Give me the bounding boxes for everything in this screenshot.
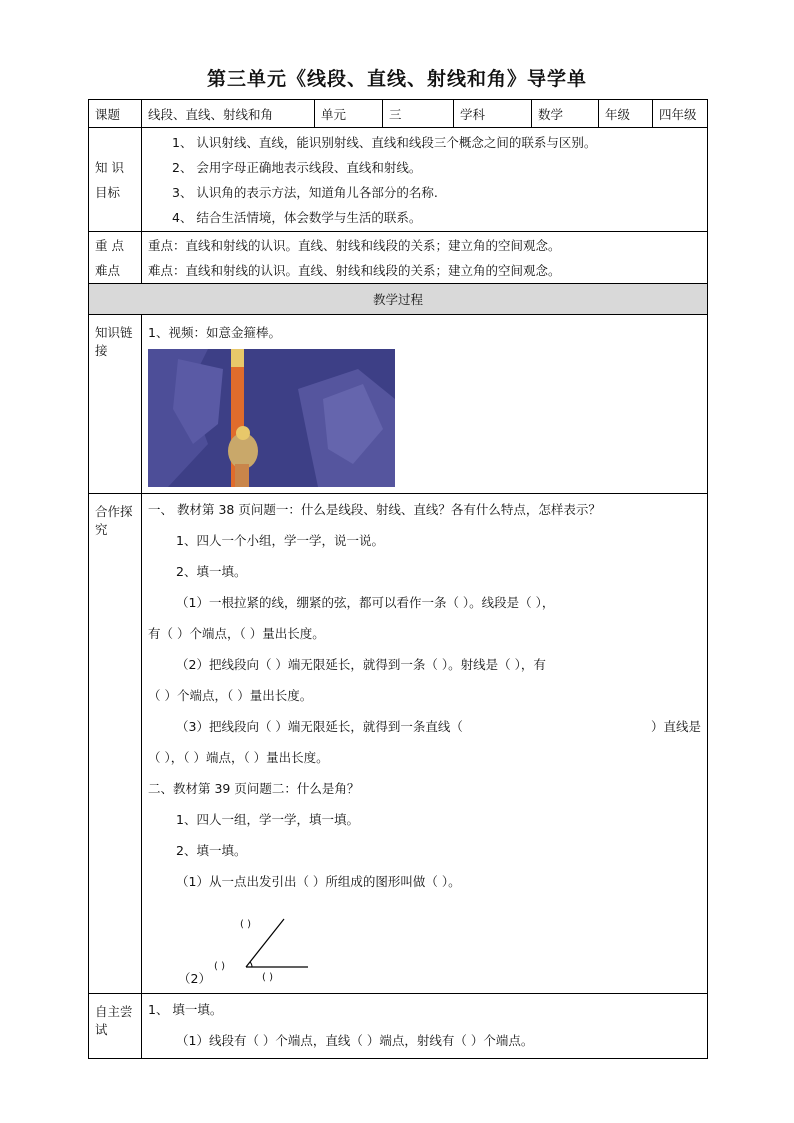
goals-label [89,128,142,232]
self-try-line2: （1）线段有（ ）个端点，直线（ ）端点，射线有（ ）个端点。 [176,1033,534,1048]
video-still-image [148,349,395,487]
keypoints-row [89,232,708,284]
q1-fill3a [148,711,701,742]
angle-figure-number: （2） [178,971,211,986]
knowledge-link-row [89,315,708,494]
q1-fill1b: 有（ ）个端点，（ ）量出长度。 [148,626,325,641]
q1-fill3a-part2: ）直线是 [650,719,701,734]
keypoint-item: 难点：直线和射线的认识。直线、射线和线段的关系；建立角的空间观念。 [148,262,561,278]
knowledge-link-text: 1、视频：如意金箍棒。 [148,325,281,340]
self-try-row [89,994,708,1059]
angle-label-left: ( ) [214,961,225,972]
keypoints-label [89,232,142,284]
grade-label: 年级 [599,100,653,128]
cooperate-label: 合作探究 [89,494,142,994]
goals-label-line2: 目标 [95,184,121,200]
goals-content [142,128,708,232]
grade-value: 四年级 [653,100,708,128]
goal-item: 3、 认识角的表示方法，知道角儿各部分的名称. [172,184,438,200]
unit-value: 三 [383,100,454,128]
knowledge-link-label: 知识链接 [89,315,142,494]
topic-value: 线段、直线、射线和角 [142,100,315,128]
process-header: 教学过程 [89,284,708,315]
q1-fill2a: （2）把线段向（ ）端无限延长，就得到一条（ ）。射线是（ ），有 [176,657,546,672]
self-try-label: 自主尝试 [89,994,142,1059]
q2-step2: 2、填一填。 [176,843,247,858]
subject-value: 数学 [532,100,599,128]
q1-step1: 1、四人一个小组，学一学，说一说。 [176,533,384,548]
goal-item: 1、 认识射线、直线，能识别射线、直线和线段三个概念之间的联系与区别。 [172,134,597,150]
q1-fill2b: （ ）个端点，（ ）量出长度。 [148,688,313,703]
keypoints-label-line2: 难点 [95,262,121,278]
cooperate-row [89,494,708,994]
angle-diagram [148,897,701,985]
self-try-line1: 1、 填一填。 [148,1002,223,1017]
question-one: 一、 教材第 38 页问题一：什么是线段、射线、直线？各有什么特点，怎样表示？ [148,502,601,517]
self-try-content [142,994,708,1059]
keypoint-item: 重点：直线和射线的认识。直线、射线和线段的关系；建立角的空间观念。 [148,237,561,253]
question-two: 二、教材第 39 页问题二：什么是角？ [148,781,360,796]
q2-step1: 1、四人一组，学一学，填一填。 [176,812,359,827]
cooperate-content [142,494,708,994]
header-row [89,100,708,128]
q1-fill3a-part1: （3）把线段向（ ）端无限延长，就得到一条直线（ [176,719,463,734]
keypoints-label-line1: 重 点 [95,237,124,253]
q1-fill1a: （1）一根拉紧的线，绷紧的弦，都可以看作一条（ ）。线段是（ ）， [176,595,555,610]
knowledge-link-content [142,315,708,494]
process-header-row [89,284,708,315]
topic-label: 课题 [89,100,142,128]
keypoints-content [142,232,708,284]
q2-fill1: （1）从一点出发引出（ ）所组成的图形叫做（ ）。 [176,874,461,889]
q1-step2: 2、填一填。 [176,564,247,579]
angle-label-top: ( ) [240,919,251,930]
goals-label-line1: 知 识 [95,159,124,175]
q1-fill3b: （ ），（ ）端点，（ ）量出长度。 [148,750,329,765]
angle-label-right: ( ) [262,972,273,983]
goal-item: 4、 结合生活情境，体会数学与生活的联系。 [172,209,422,225]
worksheet-table [88,99,708,1059]
goals-row [89,128,708,232]
goal-item: 2、 会用字母正确地表示线段、直线和射线。 [172,159,422,175]
page-title: 第三单元《线段、直线、射线和角》导学单 [206,68,587,90]
unit-label: 单元 [315,100,383,128]
subject-label: 学科 [454,100,532,128]
